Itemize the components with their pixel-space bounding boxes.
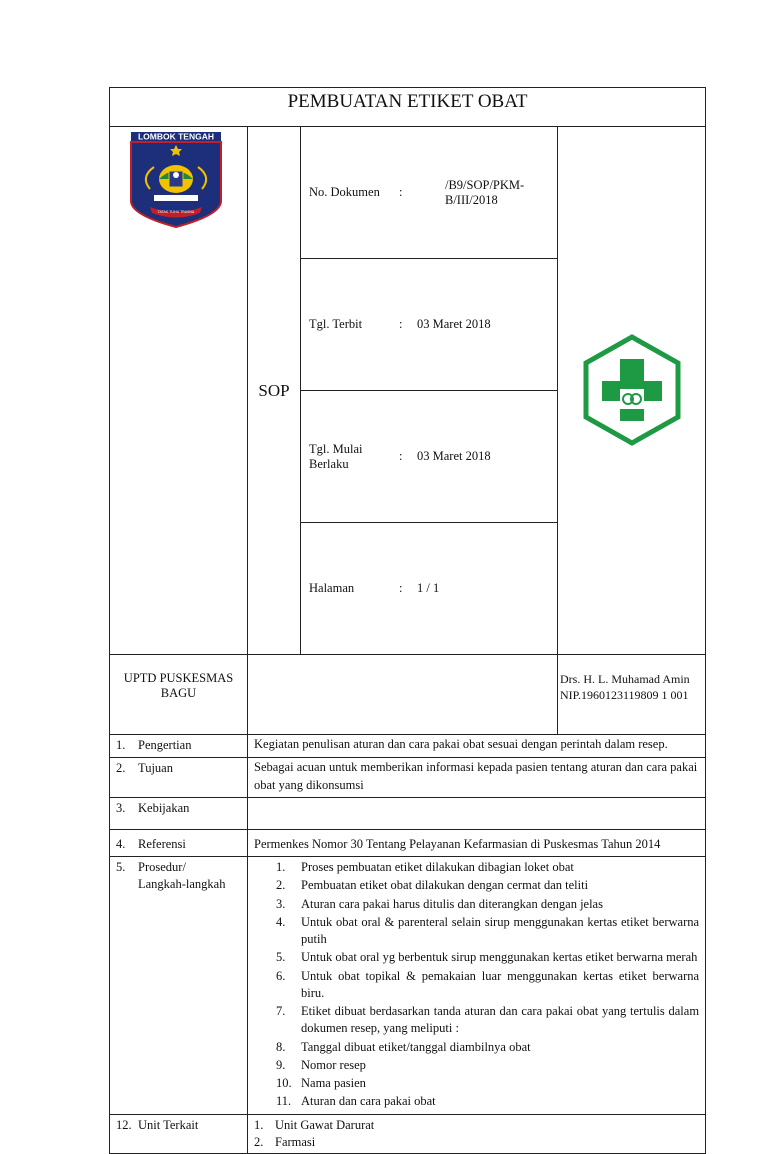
official-name: Drs. H. L. Muhamad Amin: [560, 672, 690, 686]
section-number: 12.: [116, 1117, 132, 1132]
section-number: 1.: [116, 738, 126, 752]
procedure-step: [276, 1075, 699, 1092]
step-number: 10.: [276, 1076, 292, 1090]
unit-number: 2.: [254, 1134, 264, 1149]
official-signatory: [558, 655, 706, 735]
emblem-banner-text: LOMBOK TENGAH: [137, 131, 215, 142]
effective-date-value: 03 Maret 2018: [417, 391, 557, 523]
unit-name: Unit Gawat Darurat: [275, 1117, 375, 1132]
doc-info-row: [301, 127, 557, 259]
section-text-kebijakan: [248, 797, 706, 829]
doc-info-row: [301, 391, 557, 523]
related-units-cell: [248, 1114, 706, 1154]
step-number: 5.: [276, 950, 286, 965]
doc-number-value: /B9/SOP/PKM-B/III/2018: [417, 127, 557, 259]
step-text: Untuk obat oral & parenteral selain sirup menggunakan kertas etiket berwarna putih: [301, 914, 700, 946]
organization-line-2: BAGU: [160, 686, 197, 700]
step-number: 1.: [276, 860, 286, 874]
document-info-cell: [301, 127, 558, 655]
sop-label: SOP: [248, 127, 301, 655]
regency-logo-cell: [110, 127, 248, 655]
unit-name: Farmasi: [275, 1134, 316, 1149]
procedure-step: [276, 968, 700, 1003]
section-row-referensi: [110, 829, 706, 856]
page-label: Halaman: [309, 581, 355, 595]
step-text: Untuk obat topikal & pemakaian luar menggunakan kertas etiket berwarna biru.: [301, 968, 700, 1000]
doc-number-label: No. Dokumen: [301, 127, 399, 259]
section-text-referensi: Permenkes Nomor 30 Tentang Pelayanan Kefarmasian di Puskesmas Tahun 2014: [248, 829, 706, 856]
procedure-step: [276, 914, 700, 949]
related-units-list: [248, 1115, 705, 1154]
step-text: Pembuatan etiket obat dilakukan dengan cermat dan teliti: [301, 878, 589, 893]
effective-date-colon: :: [399, 391, 417, 523]
unit-number: 1.: [254, 1117, 264, 1132]
section-label-tujuan: [110, 758, 248, 798]
effective-date-label: Tgl. Mulai Berlaku: [301, 391, 399, 523]
doc-number-colon: :: [399, 127, 417, 259]
procedure-step: [276, 1039, 699, 1056]
procedure-step: [276, 859, 699, 876]
section-row-prosedur: [110, 857, 706, 1115]
procedure-step: [276, 949, 699, 966]
step-text: Nomor resep: [301, 1057, 366, 1072]
page-value: 1 / 1: [417, 581, 440, 595]
section-title: Kebijakan: [138, 800, 190, 815]
step-text: Nama pasien: [301, 1076, 366, 1090]
puskesmas-logo-icon: [558, 325, 706, 450]
section-title: Tujuan: [138, 761, 173, 776]
procedure-step: [276, 1003, 700, 1038]
section-number: 5.: [116, 860, 126, 874]
step-number: 2.: [276, 878, 286, 893]
section-title: Prosedur/: [138, 860, 186, 874]
issue-date-label: Tgl. Terbit: [301, 259, 399, 391]
step-number: 7.: [276, 1004, 286, 1018]
section-number: 2.: [116, 761, 126, 776]
document-info-table: [301, 127, 557, 654]
section-title: Pengertian: [138, 738, 192, 752]
section-title-continued: Langkah-langkah: [138, 877, 226, 892]
signature-space: [248, 655, 558, 735]
related-unit: [254, 1117, 699, 1134]
step-text: Untuk obat oral yg berbentuk sirup menggunakan kertas etiket berwarna merah: [301, 950, 698, 965]
section-label-prosedur: [110, 857, 248, 1115]
emblem-motto-text: TATAS TUHU TRASNA: [157, 210, 195, 214]
step-text: Proses pembuatan etiket dilakukan dibagian loket obat: [301, 860, 574, 874]
doc-info-row: [301, 523, 557, 655]
section-text-tujuan: Sebagai acuan untuk memberikan informasi kepada pasien tentang aturan dan cara pakai obat yang dikonsumsi: [248, 758, 706, 798]
step-text: Etiket dibuat berdasarkan tanda aturan dan cara pakai obat yang tertulis dalam dokumen resep, yang meliputi :: [301, 1004, 700, 1036]
step-text: Aturan dan cara pakai obat: [301, 1094, 436, 1109]
procedure-step: [276, 896, 699, 913]
section-label-referensi: [110, 829, 248, 856]
step-number: 9.: [276, 1057, 286, 1072]
step-number: 3.: [276, 896, 286, 911]
procedure-step: [276, 1057, 699, 1074]
procedure-step: [276, 877, 699, 894]
organization-line-1: UPTD PUSKESMAS: [123, 671, 234, 685]
step-number: 6.: [276, 968, 286, 983]
procedure-steps-list: [248, 857, 705, 1114]
section-number: 4.: [116, 836, 126, 851]
sop-table: [109, 87, 706, 1154]
related-unit: [254, 1134, 699, 1151]
step-number: 8.: [276, 1039, 286, 1054]
page-colon: :: [399, 581, 403, 595]
step-text: Aturan cara pakai harus ditulis dan diterangkan dengan jelas: [301, 896, 603, 911]
section-row-pengertian: [110, 735, 706, 758]
section-text-pengertian: Kegiatan penulisan aturan dan cara pakai obat sesuai dengan perintah dalam resep.: [248, 735, 706, 758]
section-title: Unit Terkait: [138, 1117, 199, 1132]
section-title: Referensi: [138, 836, 186, 851]
section-label-unit-terkait: [110, 1114, 248, 1154]
lombok-tengah-emblem-icon: [110, 127, 248, 252]
procedure-step: [276, 1093, 699, 1110]
step-text: Tanggal dibuat etiket/tanggal diambilnya obat: [301, 1039, 531, 1054]
section-label-kebijakan: [110, 797, 248, 829]
issue-date-value: 03 Maret 2018: [417, 259, 557, 391]
sop-document: [109, 87, 705, 1154]
document-title: PEMBUATAN ETIKET OBAT: [110, 88, 706, 127]
puskesmas-logo-cell: [558, 127, 706, 655]
doc-info-row: [301, 259, 557, 391]
organization-name: [110, 655, 248, 735]
step-number: 4.: [276, 914, 286, 929]
section-number: 3.: [116, 800, 126, 815]
official-nip: NIP.1960123119809 1 001: [560, 688, 689, 703]
section-row-unit-terkait: [110, 1114, 706, 1154]
section-row-kebijakan: [110, 797, 706, 829]
procedure-steps-cell: [248, 857, 706, 1115]
step-number: 11.: [276, 1094, 292, 1109]
section-row-tujuan: [110, 758, 706, 798]
section-label-pengertian: [110, 735, 248, 758]
issue-date-colon: :: [399, 259, 417, 391]
